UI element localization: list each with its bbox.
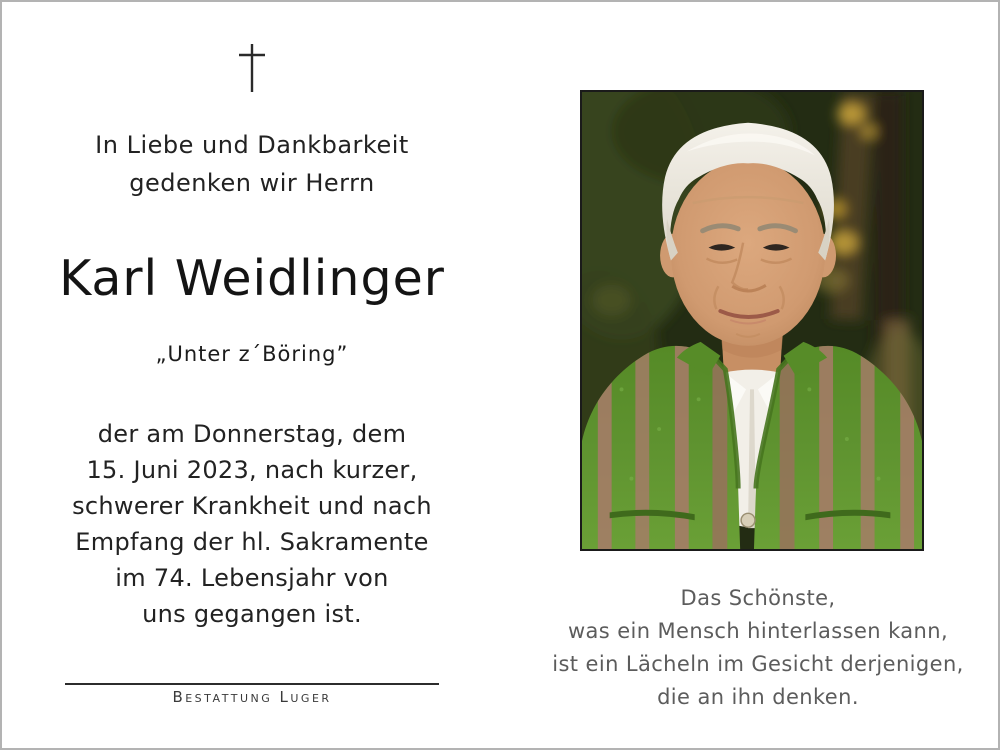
intro-line: In Liebe und Dankbarkeit: [95, 131, 409, 159]
quote-line: Das Schönste,: [680, 586, 836, 610]
obituary-line: uns gegangen ist.: [142, 600, 362, 628]
cross-icon: [42, 42, 462, 94]
portrait-illustration: [582, 92, 922, 549]
quote-line: die an ihn denken.: [657, 685, 859, 709]
obituary-line: der am Donnerstag, dem: [97, 420, 407, 448]
intro-text: [42, 126, 462, 202]
obituary-line: 15. Juni 2023, nach kurzer,: [86, 456, 418, 484]
obituary-text: [32, 416, 472, 632]
portrait-photo: [580, 90, 924, 551]
obituary-line: Empfang der hl. Sakramente: [75, 528, 429, 556]
memorial-quote: [542, 582, 974, 714]
obituary-line: im 74. Lebensjahr von: [115, 564, 389, 592]
footer-divider-line: [65, 683, 439, 685]
quote-line: was ein Mensch hinterlassen kann,: [567, 619, 949, 643]
funeral-home-name: Bestattung Luger: [172, 688, 332, 706]
obituary-line: schwerer Krankheit und nach: [72, 492, 432, 520]
memorial-text-column: [42, 2, 462, 750]
quote-line: ist ein Lächeln im Gesicht derjenigen,: [552, 652, 964, 676]
deceased-name: Karl Weidlinger: [59, 250, 445, 307]
intro-line: gedenken wir Herrn: [129, 169, 375, 197]
deceased-nickname: „Unter z´Böring”: [155, 342, 349, 366]
